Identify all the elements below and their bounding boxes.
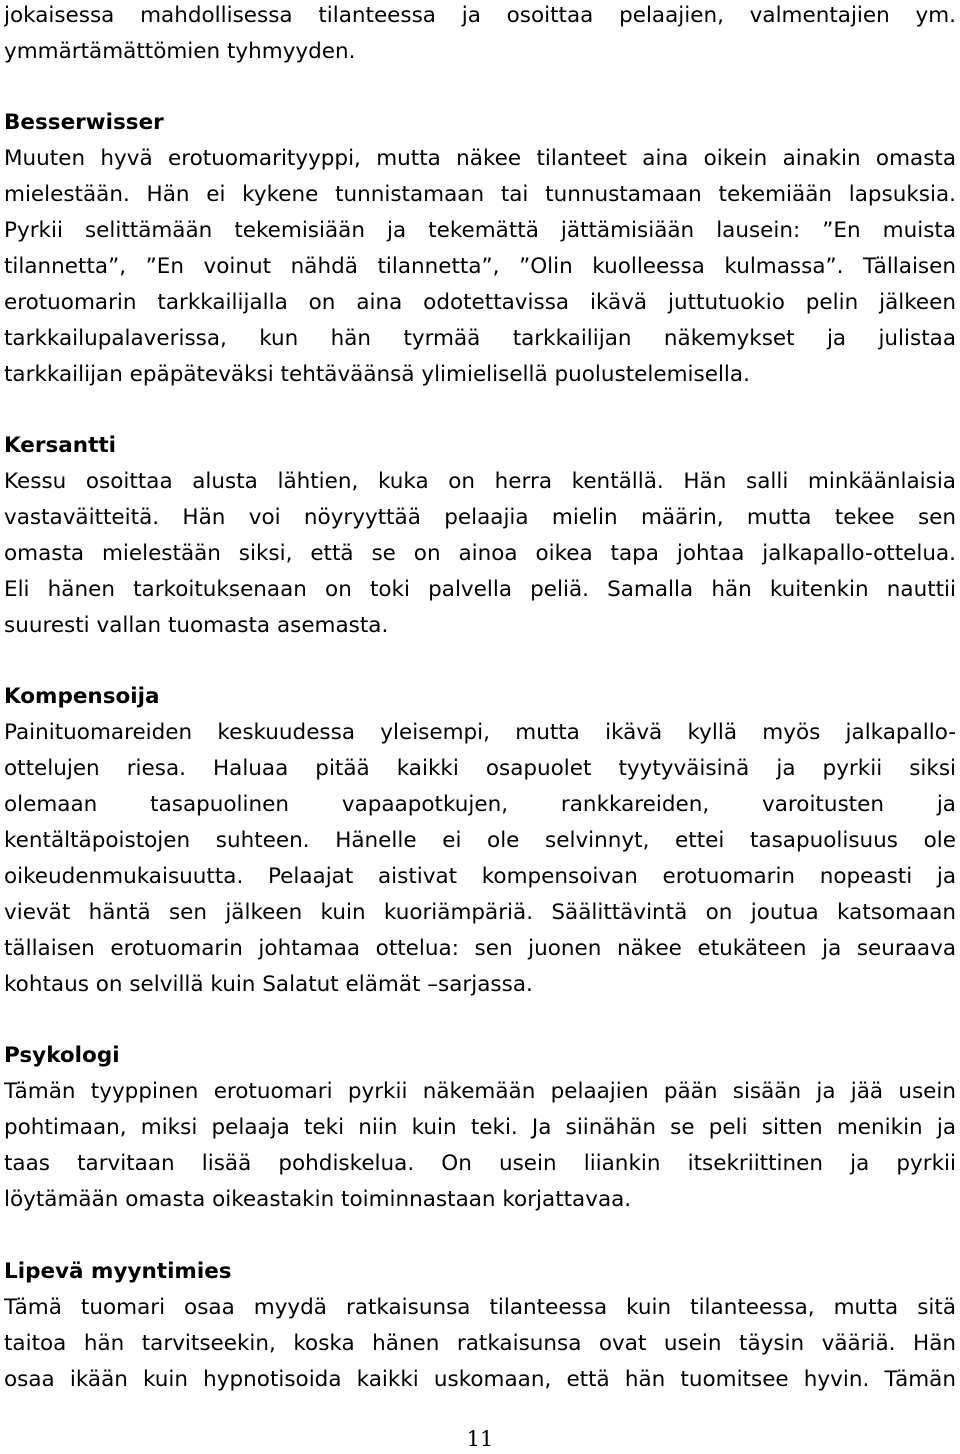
paragraph-line: Eli hänen tarkoituksenaan on toki palvella peliä. Samalla hän kuitenkin nauttii [4, 577, 956, 602]
paragraph-line: Tämä tuomari osaa myydä ratkaisunsa tilanteessa kuin tilanteessa, mutta sitä [4, 1295, 956, 1320]
paragraph-line: suuresti vallan tuomasta asemasta. [4, 613, 389, 638]
paragraph-line: ottelujen riesa. Haluaa pitää kaikki osapuolet tyytyväisinä ja pyrkii siksi [4, 756, 956, 781]
paragraph-line: jokaisessa mahdollisessa tilanteessa ja osoittaa pelaajien, valmentajien ym. [4, 3, 956, 28]
paragraph-line: tarkkailijan epäpäteväksi tehtäväänsä ylimielisellä puolustelemisella. [4, 362, 750, 387]
paragraph-line: olemaan tasapuolinen vapaapotkujen, rankkareiden, varoitusten ja [4, 792, 956, 817]
paragraph-line: löytämään omasta oikeastakin toiminnastaan korjattavaa. [4, 1187, 632, 1212]
paragraph-line: tarkkailupalaverissa, kun hän tyrmää tarkkailijan näkemykset ja julistaa [4, 326, 956, 351]
paragraph-line: tällaisen erotuomarin johtamaa ottelua: sen juonen näkee etukäteen ja seuraava [4, 936, 956, 961]
paragraph-line: Painituomareiden keskuudessa yleisempi, mutta ikävä kyllä myös jalkapallo- [4, 720, 956, 745]
paragraph-line: ymmärtämättömien tyhmyyden. [4, 39, 356, 64]
section-heading-kompensoija: Kompensoija [4, 684, 160, 709]
paragraph-line: erotuomarin tarkkailijalla on aina odotettavissa ikävä juttutuokio pelin jälkeen [4, 290, 956, 315]
paragraph-line: osaa ikään kuin hypnotisoida kaikki uskomaan, että hän tuomitsee hyvin. Tämän [4, 1367, 956, 1392]
paragraph-line: kohtaus on selvillä kuin Salatut elämät –sarjassa. [4, 972, 533, 997]
paragraph-line: Tämän tyyppinen erotuomari pyrkii näkemään pelaajien pään sisään ja jää usein [4, 1079, 956, 1104]
paragraph-line: mielestään. Hän ei kykene tunnistamaan tai tunnustamaan tekemiään lapsuksia. [4, 182, 956, 207]
section-heading-besserwisser: Besserwisser [4, 110, 164, 135]
paragraph-line: pohtimaan, miksi pelaaja teki niin kuin teki. Ja siinähän se peli sitten menikin ja [4, 1115, 956, 1140]
section-heading-psykologi: Psykologi [4, 1043, 120, 1068]
paragraph-line: oikeudenmukaisuutta. Pelaajat aistivat kompensoivan erotuomarin nopeasti ja [4, 864, 956, 889]
paragraph-line: taas tarvitaan lisää pohdiskelua. On usein liiankin itsekriittinen ja pyrkii [4, 1151, 956, 1176]
page-number: 11 [466, 1427, 494, 1451]
paragraph-line: Kessu osoittaa alusta lähtien, kuka on herra kentällä. Hän salli minkäänlaisia [4, 469, 956, 494]
section-heading-lipeva-myyntimies: Lipevä myyntimies [4, 1259, 232, 1284]
paragraph-line: Pyrkii selittämään tekemisiään ja tekemättä jättämisiään lausein: ”En muista [4, 218, 956, 243]
section-heading-kersantti: Kersantti [4, 433, 117, 458]
paragraph-line: vastaväitteitä. Hän voi nöyryyttää pelaajia mielin määrin, mutta tekee sen [4, 505, 956, 530]
paragraph-line: Muuten hyvä erotuomarityyppi, mutta näkee tilanteet aina oikein ainakin omasta [4, 146, 956, 171]
paragraph-line: taitoa hän tarvitseekin, koska hänen ratkaisunsa ovat usein täysin vääriä. Hän [4, 1331, 956, 1356]
paragraph-line: kentältäpoistojen suhteen. Hänelle ei ole selvinnyt, ettei tasapuolisuus ole [4, 828, 956, 853]
paragraph-line: vievät häntä sen jälkeen kuin kuoriämpäriä. Säälittävintä on joutua katsomaan [4, 900, 956, 925]
paragraph-line: tilannetta”, ”En voinut nähdä tilannetta”, ”Olin kuolleessa kulmassa”. Tällaisen [4, 254, 956, 279]
paragraph-line: omasta mielestään siksi, että se on ainoa oikea tapa johtaa jalkapallo-ottelua. [4, 541, 956, 566]
